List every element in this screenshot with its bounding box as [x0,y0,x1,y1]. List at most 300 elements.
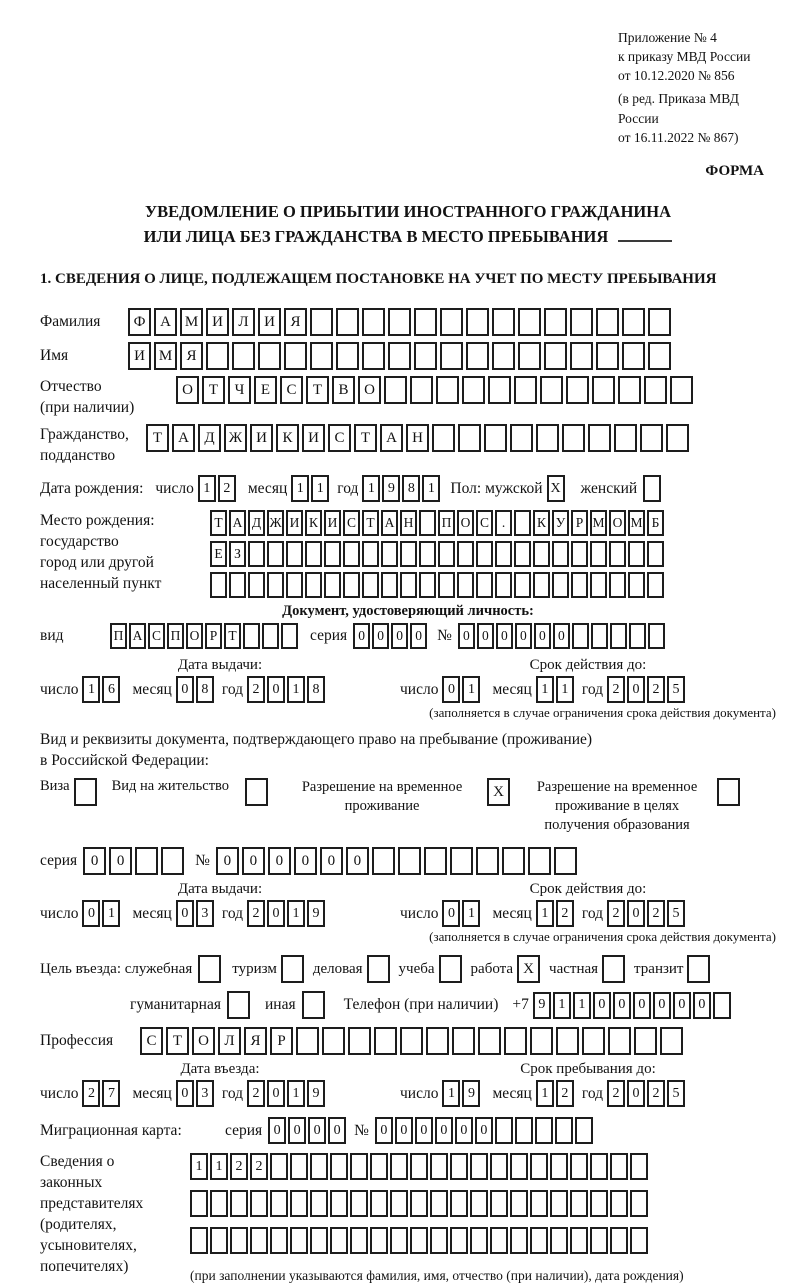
citizenship-cell[interactable]: Н [406,424,429,452]
stay-number-cell[interactable]: 0 [242,847,265,875]
stay-number-cell[interactable] [476,847,499,875]
surname-cell[interactable] [466,308,489,336]
patronymic-cell[interactable] [540,376,563,404]
doc-type-cell[interactable]: Т [224,623,241,649]
migr-number-cell[interactable] [555,1117,573,1144]
birth-place-cell[interactable] [305,541,322,567]
doc-type-cell[interactable] [243,623,260,649]
representative-cell[interactable] [470,1227,488,1254]
birth-place-cell[interactable] [267,541,284,567]
representative-cell[interactable] [350,1153,368,1180]
stay-until-day-cell[interactable]: 9 [462,1080,480,1107]
patronymic-cell[interactable]: Е [254,376,277,404]
patronymic-cell[interactable] [514,376,537,404]
stay-until-day-cell[interactable]: 1 [442,1080,460,1107]
patronymic-cell[interactable]: Т [306,376,329,404]
stay-number-cell[interactable] [450,847,473,875]
phone-cell[interactable]: 9 [533,992,551,1019]
profession-cell[interactable] [452,1027,475,1055]
given-name-cell[interactable] [336,342,359,370]
representative-cell[interactable] [410,1153,428,1180]
citizenship-cell[interactable]: Ж [224,424,247,452]
stay-series-cell[interactable]: 0 [109,847,132,875]
birth-place-cell[interactable] [248,572,265,598]
profession-cell[interactable]: С [140,1027,163,1055]
profession-cell[interactable] [556,1027,579,1055]
representative-cell[interactable] [430,1227,448,1254]
id-number-cell[interactable]: 0 [515,623,532,649]
profession-cell[interactable] [426,1027,449,1055]
birth-year-cell[interactable]: 1 [362,475,380,502]
birth-month-cell[interactable]: 1 [291,475,309,502]
citizenship-cell[interactable] [588,424,611,452]
profession-cell[interactable] [374,1027,397,1055]
birth-place-cell[interactable] [381,572,398,598]
representative-cell[interactable] [590,1153,608,1180]
patronymic-cell[interactable] [488,376,511,404]
stay-until-year-cell[interactable]: 2 [647,1080,665,1107]
surname-cell[interactable]: И [206,308,229,336]
profession-cell[interactable] [296,1027,319,1055]
representative-cell[interactable] [610,1153,628,1180]
stay-number-cell[interactable] [528,847,551,875]
representative-cell[interactable] [630,1227,648,1254]
stay-valid-year-cell[interactable]: 0 [627,900,645,927]
representative-cell[interactable] [590,1190,608,1217]
birth-place-cell[interactable] [495,541,512,567]
migr-series-cell[interactable]: 0 [288,1117,306,1144]
stay-issue-year-cell[interactable]: 9 [307,900,325,927]
doc-type-cell[interactable]: С [148,623,165,649]
id-number-cell[interactable] [591,623,608,649]
stay-valid-day-cell[interactable]: 0 [442,900,460,927]
representative-cell[interactable] [210,1227,228,1254]
id-series-cell[interactable]: 0 [410,623,427,649]
doc-type-cell[interactable]: Р [205,623,222,649]
representative-cell[interactable]: 1 [190,1153,208,1180]
representative-cell[interactable] [330,1153,348,1180]
surname-cell[interactable] [362,308,385,336]
birth-place-cell[interactable] [400,572,417,598]
stay-issue-year-cell[interactable]: 2 [247,900,265,927]
id-number-cell[interactable]: 0 [496,623,513,649]
stay-until-year-cell[interactable]: 2 [607,1080,625,1107]
patronymic-cell[interactable] [410,376,433,404]
id-number-cell[interactable]: 0 [477,623,494,649]
patronymic-cell[interactable] [644,376,667,404]
birth-place-cell[interactable]: А [229,510,246,536]
birth-place-cell[interactable]: А [381,510,398,536]
sex-female-checkbox[interactable] [643,475,661,502]
given-name-cell[interactable] [414,342,437,370]
patronymic-cell[interactable] [436,376,459,404]
birth-place-cell[interactable] [647,541,664,567]
doc-type-cell[interactable]: П [167,623,184,649]
citizenship-cell[interactable]: С [328,424,351,452]
representative-cell[interactable] [490,1227,508,1254]
birth-place-cell[interactable] [438,572,455,598]
birth-place-cell[interactable]: К [533,510,550,536]
representative-cell[interactable] [250,1227,268,1254]
birth-place-cell[interactable]: З [229,541,246,567]
birth-day-cell[interactable]: 2 [218,475,236,502]
given-name-cell[interactable] [466,342,489,370]
given-name-cell[interactable]: Я [180,342,203,370]
birth-place-cell[interactable] [552,541,569,567]
birth-place-cell[interactable] [362,541,379,567]
doc-type-cell[interactable]: А [129,623,146,649]
profession-cell[interactable]: Л [218,1027,241,1055]
profession-cell[interactable] [400,1027,423,1055]
representative-cell[interactable] [450,1153,468,1180]
migr-series-cell[interactable]: 0 [308,1117,326,1144]
phone-cell[interactable]: 0 [653,992,671,1019]
profession-cell[interactable]: Я [244,1027,267,1055]
id-valid-year-cell[interactable]: 2 [607,676,625,703]
representative-cell[interactable] [290,1227,308,1254]
birth-place-cell[interactable]: И [286,510,303,536]
stay-valid-month-cell[interactable]: 2 [556,900,574,927]
stay-issue-year-cell[interactable]: 0 [267,900,285,927]
birth-place-cell[interactable] [533,541,550,567]
birth-place-cell[interactable] [628,541,645,567]
entry-year-cell[interactable]: 9 [307,1080,325,1107]
id-number-cell[interactable]: 0 [553,623,570,649]
entry-year-cell[interactable]: 1 [287,1080,305,1107]
id-valid-month-cell[interactable]: 1 [536,676,554,703]
id-valid-day-cell[interactable]: 1 [462,676,480,703]
stay-until-month-cell[interactable]: 1 [536,1080,554,1107]
entry-year-cell[interactable]: 0 [267,1080,285,1107]
temp-residence-checkbox[interactable]: X [487,778,510,806]
profession-cell[interactable] [478,1027,501,1055]
birth-year-cell[interactable]: 1 [422,475,440,502]
surname-cell[interactable] [492,308,515,336]
representative-cell[interactable] [510,1153,528,1180]
birth-day-cell[interactable]: 1 [198,475,216,502]
representative-cell[interactable]: 2 [250,1153,268,1180]
surname-cell[interactable]: Л [232,308,255,336]
residence-permit-checkbox[interactable] [245,778,268,806]
representative-cell[interactable] [190,1227,208,1254]
id-valid-day-cell[interactable]: 0 [442,676,460,703]
birth-place-cell[interactable] [514,541,531,567]
birth-place-cell[interactable]: Ж [267,510,284,536]
birth-place-cell[interactable] [609,541,626,567]
citizenship-cell[interactable] [614,424,637,452]
citizenship-cell[interactable] [484,424,507,452]
id-issue-year-cell[interactable]: 1 [287,676,305,703]
patronymic-cell[interactable] [462,376,485,404]
representative-cell[interactable] [570,1190,588,1217]
given-name-cell[interactable] [388,342,411,370]
given-name-cell[interactable] [518,342,541,370]
stay-issue-month-cell[interactable]: 3 [196,900,214,927]
stay-until-year-cell[interactable]: 0 [627,1080,645,1107]
stay-number-cell[interactable]: 0 [346,847,369,875]
representative-cell[interactable] [350,1227,368,1254]
birth-place-cell[interactable]: Н [400,510,417,536]
birth-month-cell[interactable]: 1 [311,475,329,502]
birth-place-cell[interactable]: Т [362,510,379,536]
birth-place-cell[interactable] [647,572,664,598]
representative-cell[interactable] [530,1153,548,1180]
citizenship-cell[interactable]: К [276,424,299,452]
representative-cell[interactable] [510,1190,528,1217]
representative-cell[interactable] [310,1153,328,1180]
stay-number-cell[interactable]: 0 [216,847,239,875]
surname-cell[interactable] [648,308,671,336]
representative-cell[interactable] [550,1190,568,1217]
id-issue-day-cell[interactable]: 1 [82,676,100,703]
representative-cell[interactable] [510,1227,528,1254]
representative-cell[interactable] [410,1190,428,1217]
entry-month-cell[interactable]: 0 [176,1080,194,1107]
representative-cell[interactable] [450,1190,468,1217]
representative-cell[interactable] [530,1190,548,1217]
profession-cell[interactable] [634,1027,657,1055]
birth-place-cell[interactable] [533,572,550,598]
profession-cell[interactable] [660,1027,683,1055]
migr-number-cell[interactable] [515,1117,533,1144]
representative-cell[interactable] [310,1227,328,1254]
birth-place-cell[interactable] [590,541,607,567]
phone-cell[interactable]: 0 [633,992,651,1019]
surname-cell[interactable] [310,308,333,336]
birth-place-cell[interactable]: Б [647,510,664,536]
given-name-cell[interactable] [544,342,567,370]
id-valid-year-cell[interactable]: 2 [647,676,665,703]
representative-cell[interactable] [530,1227,548,1254]
patronymic-cell[interactable]: С [280,376,303,404]
representative-cell[interactable] [610,1190,628,1217]
stay-issue-month-cell[interactable]: 0 [176,900,194,927]
representative-cell[interactable] [330,1190,348,1217]
purpose-other-checkbox[interactable] [302,991,325,1019]
birth-place-cell[interactable] [514,510,531,536]
birth-place-cell[interactable]: К [305,510,322,536]
visa-checkbox[interactable] [74,778,97,806]
birth-place-cell[interactable] [419,572,436,598]
stay-valid-year-cell[interactable]: 2 [607,900,625,927]
patronymic-cell[interactable]: В [332,376,355,404]
stay-number-cell[interactable] [554,847,577,875]
representative-cell[interactable]: 2 [230,1153,248,1180]
birth-place-cell[interactable]: П [438,510,455,536]
representative-cell[interactable] [290,1190,308,1217]
given-name-cell[interactable] [648,342,671,370]
citizenship-cell[interactable]: Д [198,424,221,452]
migr-series-cell[interactable]: 0 [268,1117,286,1144]
patronymic-cell[interactable] [566,376,589,404]
representative-cell[interactable] [250,1190,268,1217]
given-name-cell[interactable] [622,342,645,370]
id-issue-day-cell[interactable]: 6 [102,676,120,703]
birth-place-cell[interactable] [343,541,360,567]
patronymic-cell[interactable]: Ч [228,376,251,404]
id-series-cell[interactable]: 0 [372,623,389,649]
citizenship-cell[interactable] [562,424,585,452]
representative-cell[interactable] [270,1227,288,1254]
migr-number-cell[interactable] [575,1117,593,1144]
phone-cell[interactable]: 0 [593,992,611,1019]
citizenship-cell[interactable] [432,424,455,452]
patronymic-cell[interactable]: Т [202,376,225,404]
surname-cell[interactable] [622,308,645,336]
purpose-study-checkbox[interactable] [439,955,462,983]
given-name-cell[interactable] [440,342,463,370]
birth-place-cell[interactable] [590,572,607,598]
given-name-cell[interactable]: М [154,342,177,370]
patronymic-cell[interactable] [618,376,641,404]
stay-issue-day-cell[interactable]: 1 [102,900,120,927]
phone-cell[interactable]: 0 [613,992,631,1019]
phone-cell[interactable] [713,992,731,1019]
profession-cell[interactable] [504,1027,527,1055]
patronymic-cell[interactable]: О [358,376,381,404]
representative-cell[interactable] [470,1190,488,1217]
doc-type-cell[interactable]: П [110,623,127,649]
citizenship-cell[interactable]: Т [354,424,377,452]
representative-cell[interactable] [190,1190,208,1217]
given-name-cell[interactable] [596,342,619,370]
stay-issue-day-cell[interactable]: 0 [82,900,100,927]
migr-number-cell[interactable] [535,1117,553,1144]
representative-cell[interactable] [370,1153,388,1180]
representative-cell[interactable] [550,1153,568,1180]
phone-cell[interactable]: 0 [673,992,691,1019]
birth-place-cell[interactable] [381,541,398,567]
birth-place-cell[interactable] [419,541,436,567]
phone-cell[interactable]: 1 [573,992,591,1019]
birth-place-cell[interactable] [438,541,455,567]
profession-cell[interactable] [608,1027,631,1055]
entry-day-cell[interactable]: 2 [82,1080,100,1107]
phone-cell[interactable]: 0 [693,992,711,1019]
migr-number-cell[interactable]: 0 [395,1117,413,1144]
surname-cell[interactable]: И [258,308,281,336]
surname-cell[interactable] [388,308,411,336]
representative-cell[interactable] [390,1227,408,1254]
representative-cell[interactable] [430,1153,448,1180]
purpose-tourism-checkbox[interactable] [281,955,304,983]
representative-cell[interactable] [310,1190,328,1217]
profession-cell[interactable] [530,1027,553,1055]
surname-cell[interactable] [570,308,593,336]
given-name-cell[interactable] [258,342,281,370]
representative-cell[interactable] [350,1190,368,1217]
stay-issue-year-cell[interactable]: 1 [287,900,305,927]
representative-cell[interactable] [270,1190,288,1217]
surname-cell[interactable]: Я [284,308,307,336]
birth-place-cell[interactable] [571,572,588,598]
representative-cell[interactable] [490,1190,508,1217]
birth-place-cell[interactable] [457,541,474,567]
birth-place-cell[interactable] [343,572,360,598]
birth-place-cell[interactable] [210,572,227,598]
citizenship-cell[interactable] [458,424,481,452]
birth-place-cell[interactable]: О [609,510,626,536]
stay-series-cell[interactable] [135,847,158,875]
representative-cell[interactable] [550,1227,568,1254]
birth-place-cell[interactable]: С [343,510,360,536]
birth-place-cell[interactable]: Е [210,541,227,567]
birth-place-cell[interactable] [267,572,284,598]
birth-year-cell[interactable]: 8 [402,475,420,502]
migr-series-cell[interactable]: 0 [328,1117,346,1144]
representative-cell[interactable] [290,1153,308,1180]
representative-cell[interactable] [610,1227,628,1254]
id-number-cell[interactable] [610,623,627,649]
id-series-cell[interactable]: 0 [391,623,408,649]
representative-cell[interactable] [430,1190,448,1217]
surname-cell[interactable] [518,308,541,336]
given-name-cell[interactable] [362,342,385,370]
birth-place-cell[interactable] [305,572,322,598]
birth-place-cell[interactable] [571,541,588,567]
id-valid-year-cell[interactable]: 5 [667,676,685,703]
id-number-cell[interactable] [572,623,589,649]
patronymic-cell[interactable]: О [176,376,199,404]
stay-number-cell[interactable] [502,847,525,875]
stay-valid-day-cell[interactable]: 1 [462,900,480,927]
patronymic-cell[interactable] [592,376,615,404]
entry-year-cell[interactable]: 2 [247,1080,265,1107]
migr-number-cell[interactable] [495,1117,513,1144]
representative-cell[interactable]: 1 [210,1153,228,1180]
birth-year-cell[interactable]: 9 [382,475,400,502]
citizenship-cell[interactable] [640,424,663,452]
given-name-cell[interactable] [570,342,593,370]
representative-cell[interactable] [570,1227,588,1254]
purpose-humanitarian-checkbox[interactable] [227,991,250,1019]
id-valid-year-cell[interactable]: 0 [627,676,645,703]
birth-place-cell[interactable] [476,572,493,598]
id-number-cell[interactable] [629,623,646,649]
representative-cell[interactable] [450,1227,468,1254]
birth-place-cell[interactable] [400,541,417,567]
profession-cell[interactable]: Т [166,1027,189,1055]
citizenship-cell[interactable] [666,424,689,452]
given-name-cell[interactable] [310,342,333,370]
representative-cell[interactable] [210,1190,228,1217]
birth-place-cell[interactable]: С [476,510,493,536]
representative-cell[interactable] [490,1153,508,1180]
birth-place-cell[interactable]: О [457,510,474,536]
birth-place-cell[interactable] [229,572,246,598]
birth-place-cell[interactable] [628,572,645,598]
purpose-transit-checkbox[interactable] [687,955,710,983]
migr-number-cell[interactable]: 0 [375,1117,393,1144]
stay-number-cell[interactable]: 0 [268,847,291,875]
stay-valid-month-cell[interactable]: 1 [536,900,554,927]
migr-number-cell[interactable]: 0 [455,1117,473,1144]
birth-place-cell[interactable] [362,572,379,598]
given-name-cell[interactable]: И [128,342,151,370]
surname-cell[interactable] [544,308,567,336]
birth-place-cell[interactable] [609,572,626,598]
purpose-work-checkbox[interactable]: X [517,955,540,983]
id-issue-year-cell[interactable]: 0 [267,676,285,703]
profession-cell[interactable] [348,1027,371,1055]
given-name-cell[interactable] [284,342,307,370]
stay-until-month-cell[interactable]: 2 [556,1080,574,1107]
birth-place-cell[interactable]: Д [248,510,265,536]
stay-number-cell[interactable]: 0 [320,847,343,875]
patronymic-cell[interactable] [670,376,693,404]
profession-cell[interactable]: Р [270,1027,293,1055]
representative-cell[interactable] [410,1227,428,1254]
